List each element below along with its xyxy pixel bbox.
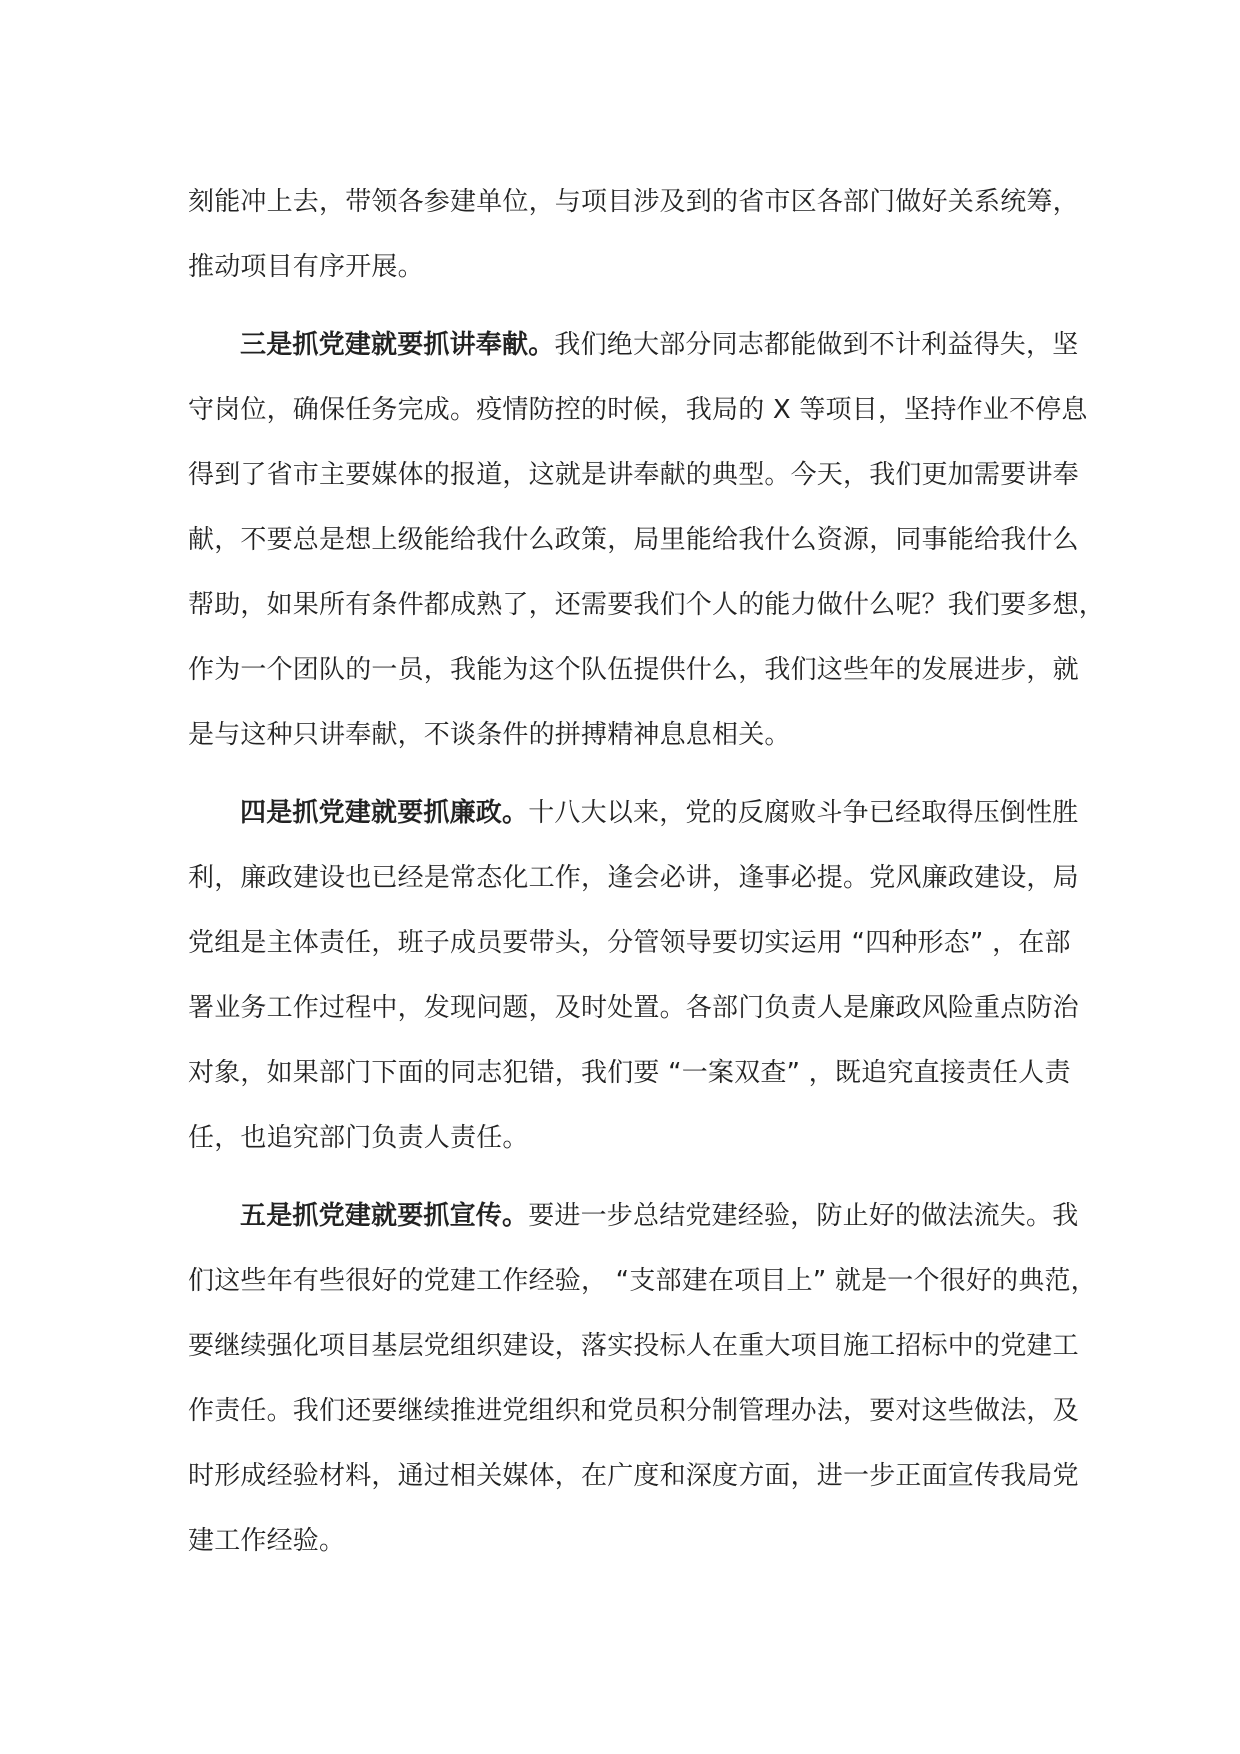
paragraph: [188, 170, 1088, 300]
paragraph-heading: 五是抓党建就要抓宣传。: [240, 1201, 529, 1231]
paragraph-text: 十八大以来，党的反腐败斗争已经取得压倒性胜: [528, 798, 1079, 828]
text-line: [188, 781, 1088, 846]
text-line: 任，也追究部门负责人责任。: [188, 1123, 529, 1153]
paragraph: [188, 781, 1088, 1171]
text-line: 署业务工作过程中，发现问题，及时处置。各部门负责人是廉政风险重点防治: [188, 993, 1079, 1023]
text-line: 利，廉政建设也已经是常态化工作，逢会必讲，逢事必提。党风廉政建设，局: [188, 863, 1079, 893]
text-line: 是与这种只讲奉献，不谈条件的拼搏精神息息相关。: [188, 720, 791, 750]
paragraph-text: 我们绝大部分同志都能做到不计利益得失，坚: [554, 330, 1079, 360]
text-line: 党组是主体责任，班子成员要带头，分管领导要切实运用 “四种形态” ，在部: [188, 928, 1071, 958]
text-line: 建工作经验。: [188, 1526, 346, 1556]
document-body: [188, 170, 1106, 1574]
text-line: 要继续强化项目基层党组织建设，落实投标人在重大项目施工招标中的党建工: [188, 1331, 1079, 1361]
text-line: 献，不要总是想上级能给我什么政策，局里能给我什么资源，同事能给我什么: [188, 525, 1079, 555]
text-line: 作责任。我们还要继续推进党组织和党员积分制管理办法，要对这些做法，及: [188, 1396, 1079, 1426]
text-line: 作为一个团队的一员，我能为这个队伍提供什么，我们这些年的发展进步，就: [188, 655, 1079, 685]
text-line: 帮助，如果所有条件都成熟了，还需要我们个人的能力做什么呢？我们要多想，: [188, 590, 1106, 620]
text-line: 推动项目有序开展。: [188, 252, 424, 282]
paragraph: [188, 313, 1106, 768]
text-line: 刻能冲上去，带领各参建单位，与项目涉及到的省市区各部门做好关系统筹，: [188, 187, 1079, 217]
text-line: [188, 1184, 1088, 1249]
text-line: 对象，如果部门下面的同志犯错，我们要 “一案双查” ，既追究直接责任人责: [188, 1058, 1071, 1088]
paragraph-text: 要进一步总结党建经验，防止好的做法流失。我: [528, 1201, 1079, 1231]
paragraph-heading: 四是抓党建就要抓廉政。: [240, 798, 529, 828]
text-line: [188, 313, 1088, 378]
paragraph: [188, 1184, 1097, 1574]
text-line: 时形成经验材料，通过相关媒体，在广度和深度方面，进一步正面宣传我局党: [188, 1461, 1079, 1491]
text-line: 得到了省市主要媒体的报道，这就是讲奉献的典型。今天，我们更加需要讲奉: [188, 460, 1079, 490]
paragraph-heading: 三是抓党建就要抓讲奉献。: [240, 330, 555, 360]
text-line: 守岗位，确保任务完成。疫情防控的时候，我局的 X 等项目，坚持作业不停息: [188, 395, 1088, 425]
text-line: 们这些年有些很好的党建工作经验， “支部建在项目上” 就是一个很好的典范，: [188, 1266, 1097, 1296]
